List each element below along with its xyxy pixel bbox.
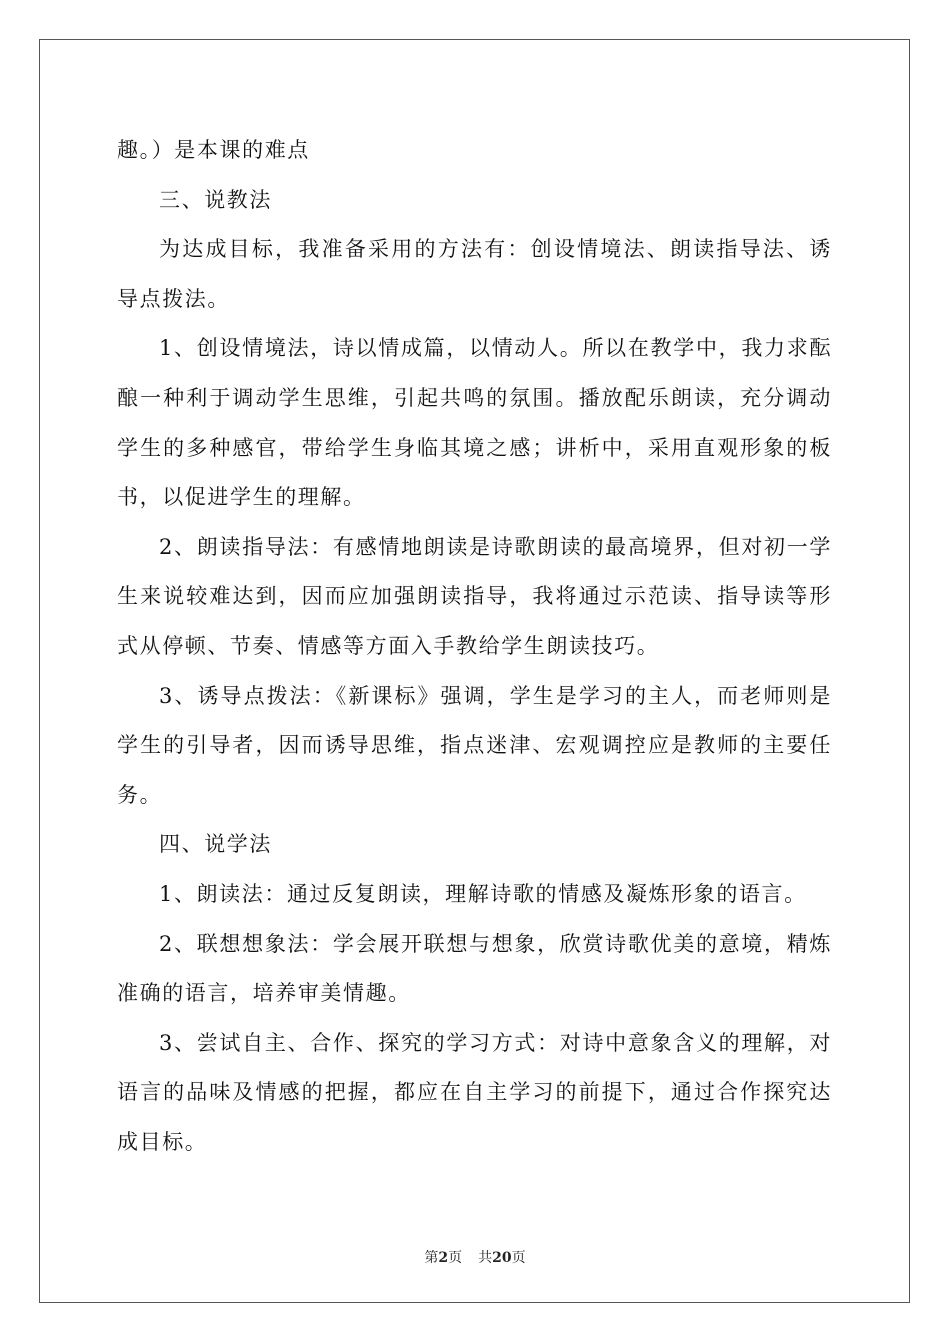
paragraph: 2、朗读指导法：有感情地朗读是诗歌朗读的最高境界，但对初一学生来说较难达到，因而应加强朗读指导，我将通过示范读、指导读等形式从停顿、节奏、情感等方面入手教给学生朗读技巧。 — [117, 534, 832, 658]
total-prefix: 共 — [478, 1250, 493, 1266]
paragraph: 1、创设情境法，诗以情成篇，以情动人。所以在教学中，我力求酝酿一种利于调动学生思维，引起共鸣的氛围。播放配乐朗读，充分调动学生的多种感官，带给学生身临其境之感；讲析中，采用直观形象的板书，以促进学生的理解。 — [117, 336, 832, 510]
page-footer — [0, 1247, 950, 1267]
paragraph: 3、尝试自主、合作、探究的学习方式：对诗中意象含义的理解，对语言的品味及情感的把握，都应在自主学习的前提下，通过合作探究达成目标。 — [117, 1030, 832, 1154]
total-pages: 20 — [492, 1250, 512, 1266]
total-suffix: 页 — [511, 1250, 526, 1266]
paragraph: 3、诱导点拨法：《新课标》强调，学生是学习的主人，而老师则是学生的引导者，因而诱导思维，指点迷津、宏观调控应是教师的主要任务。 — [117, 683, 832, 807]
section-heading-learning-methods: 四、说学法 — [159, 832, 272, 857]
page-suffix: 页 — [448, 1250, 463, 1266]
document-body — [117, 126, 832, 1167]
paragraph: 1、朗读法：通过反复朗读，理解诗歌的情感及凝炼形象的语言。 — [159, 881, 807, 906]
paragraph: 2、联想想象法：学会展开联想与想象，欣赏诗歌优美的意境，精炼准确的语言，培养审美情趣。 — [117, 931, 832, 1006]
page-number: 2 — [438, 1250, 449, 1266]
paragraph: 为达成目标，我准备采用的方法有：创设情境法、朗读指导法、诱导点拨法。 — [117, 237, 832, 311]
section-heading-teaching-methods: 三、说教法 — [159, 187, 272, 212]
paragraph: 趣。）是本课的难点 — [117, 138, 310, 162]
page-prefix: 第 — [424, 1250, 439, 1266]
